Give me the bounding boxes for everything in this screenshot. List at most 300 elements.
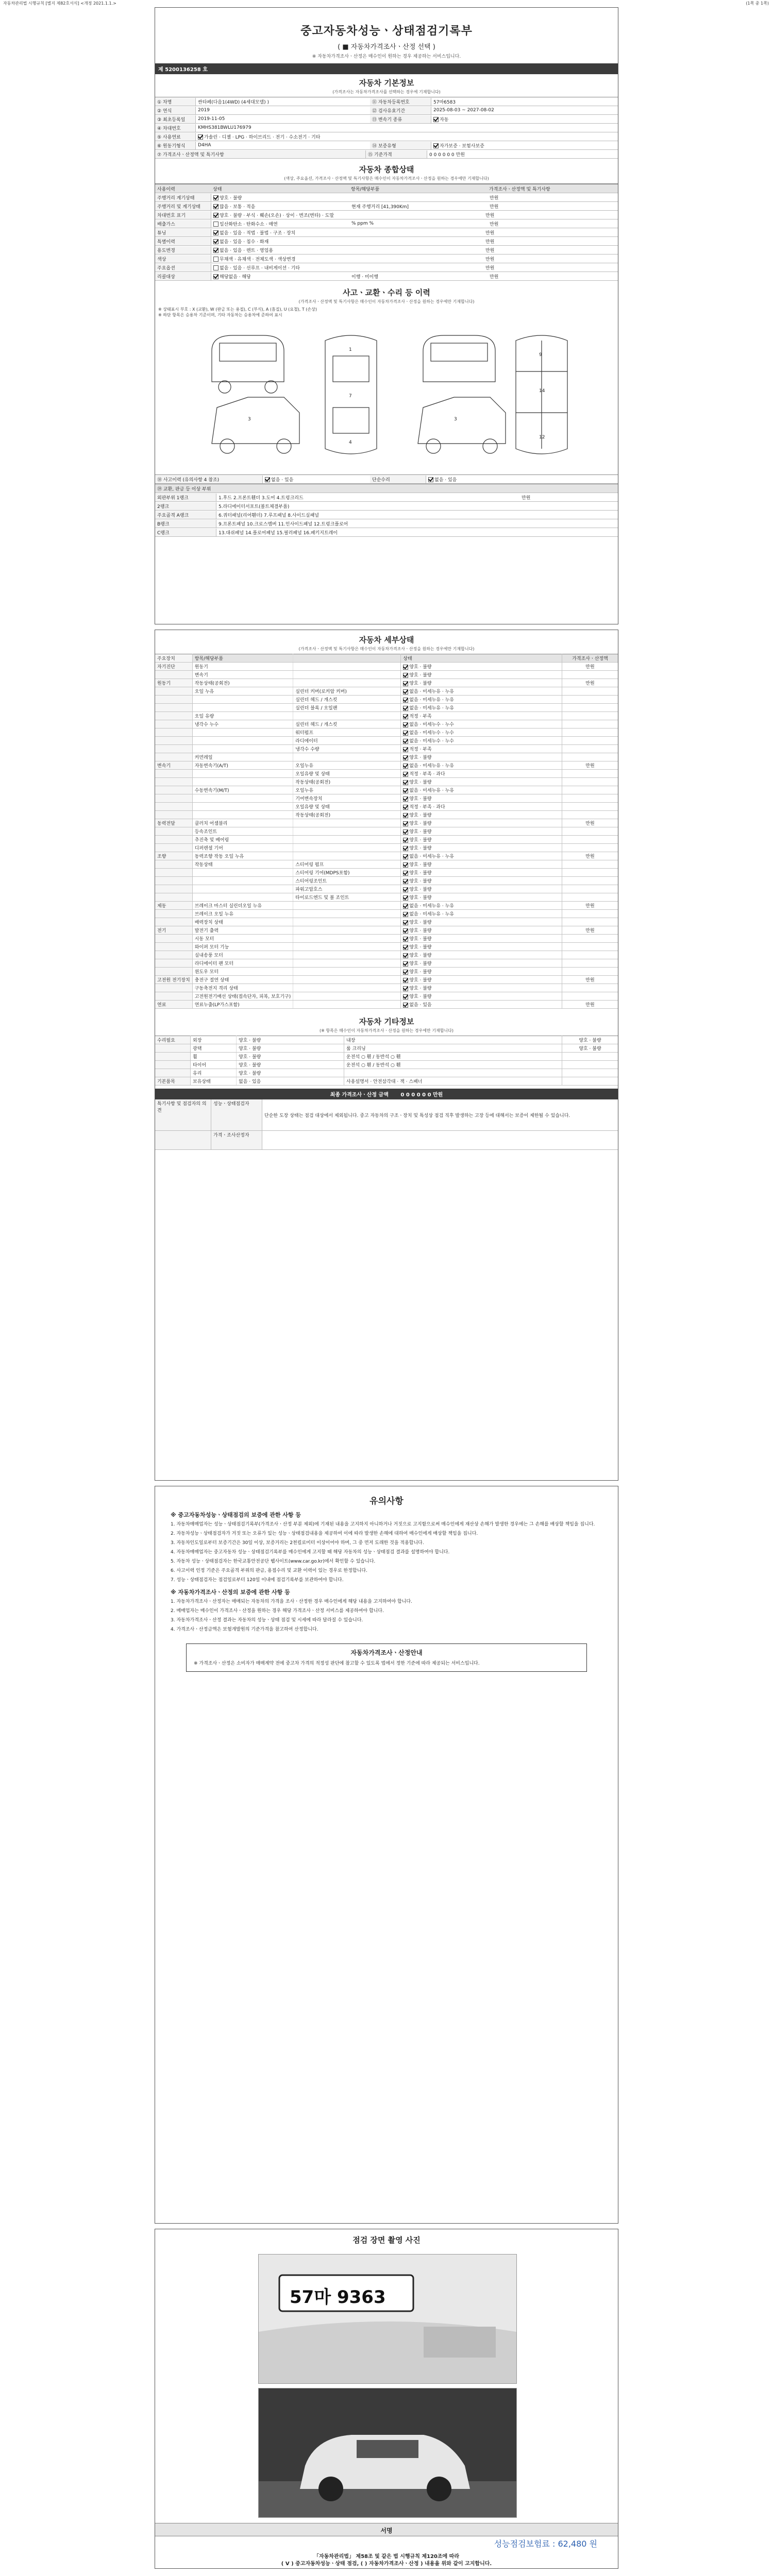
detail-device — [155, 687, 192, 696]
detail-item: 브레이크 오일 누유 — [192, 910, 293, 918]
checkbox-icon — [403, 904, 408, 909]
col-header: 주요장치 — [155, 654, 192, 663]
accident-legend: ※ 상태표시 부호 : X (교환), W (판금 또는 용접), C (부식), A (흠집), U (요철), T (손상) — [158, 307, 317, 312]
col-header: 가격조사ㆍ산정액 — [562, 654, 618, 663]
remark-sub: 성능ㆍ상태점검자 — [211, 1099, 262, 1130]
notice-item: 4. 가격조사ㆍ산정금액은 보험개발원의 기준가격을 참고하여 산정합니다. — [171, 1627, 318, 1632]
overall-status: 없음 · 있음 · 침수 · 화재 — [211, 238, 483, 245]
detail-status: 적정 · 부족 — [401, 745, 562, 753]
overall-item: 차대번호 표기 — [155, 211, 211, 219]
detail-item — [192, 877, 293, 885]
other-status: 양호 · 불량 — [237, 1036, 344, 1044]
checkbox-icon — [403, 698, 408, 703]
doc-title: 중고자동차성능ㆍ상태점검기록부 — [300, 25, 473, 38]
detail-status: 양호 · 불량 — [401, 926, 562, 935]
rank-value: 9.프론트패널 10.크로스멤버 11.인사이드패널 12.트렁크플로어 — [219, 521, 348, 527]
checkbox-icon — [403, 961, 408, 967]
detail-status: 양호 · 불량 — [401, 671, 562, 679]
rank-price: 만원 — [522, 495, 531, 501]
detail-device — [155, 910, 192, 918]
overall-price: 만원 — [485, 213, 495, 218]
rank-value: 6.쿼터패널(리어휀더) 7.루프패널 8.사이드실패널 — [219, 513, 319, 518]
detail-status: 양호 · 불량 — [401, 877, 562, 885]
detail-row — [155, 935, 618, 943]
checkbox-icon — [213, 222, 219, 227]
checkbox-icon — [403, 862, 408, 868]
overall-item: 배출가스 — [155, 220, 211, 228]
basic-label: ⑦ 가격조사ㆍ산정액 및 특기사항 — [155, 150, 366, 158]
detail-part — [293, 1001, 401, 1009]
other-extra — [562, 1053, 618, 1061]
page-3 — [155, 1486, 618, 2224]
detail-item: 윈도우 모터 — [192, 968, 293, 976]
detail-item: 오일 누유 — [192, 687, 293, 696]
detail-status: 양호 · 불량 — [401, 893, 562, 902]
notice-item: 7. 성능ㆍ상태점검자는 점검일로부터 120일 이내에 점검기록부를 보관하여야 합니다. — [171, 1578, 344, 1583]
detail-row — [155, 926, 618, 935]
detail-status: 없음 · 미세누수 · 누수 — [401, 737, 562, 745]
other-detail: 룸 크리닝 — [344, 1044, 562, 1053]
basic-label: ⑫ 검사유효기간 — [370, 107, 431, 114]
detail-price — [562, 893, 618, 902]
other-row — [155, 1069, 618, 1077]
other-extra — [562, 1077, 618, 1086]
other-detail: 내장 — [344, 1036, 562, 1044]
remark-sub-2: 가격ㆍ조사산정자 — [211, 1131, 262, 1149]
photo-car-garage — [258, 2388, 517, 2518]
detail-status: 없음 · 미세누유 · 누유 — [401, 852, 562, 860]
detail-device: 연료 — [155, 1001, 192, 1009]
checkbox-icon — [403, 912, 408, 917]
detail-part: 워터펌프 — [293, 728, 401, 737]
detail-price — [562, 696, 618, 704]
checkbox-icon — [403, 722, 408, 727]
other-title: 자동차 기타정보 — [359, 1017, 414, 1026]
detail-device — [155, 778, 192, 786]
detail-device — [155, 860, 192, 869]
detail-status: 없음 · 미세누유 · 누유 — [401, 910, 562, 918]
detail-row — [155, 910, 618, 918]
checkbox-icon — [213, 230, 219, 235]
detail-row — [155, 671, 618, 679]
detail-part: 오일누유 — [293, 761, 401, 770]
detail-part — [293, 819, 401, 827]
detail-row — [155, 679, 618, 687]
accident-title: 사고ㆍ교환ㆍ수리 등 이력 — [343, 288, 430, 297]
detail-device — [155, 893, 192, 902]
detail-device — [155, 720, 192, 728]
notice-item: 2. 매매업자는 매수인이 가격조사ㆍ산정을 원하는 경우 해당 가격조사ㆍ산정 서비스를 제공하여야 합니다. — [171, 1608, 384, 1614]
rank-label: 2랭크 — [155, 502, 216, 510]
overall-status: 일산화탄소 · 탄화수소 · 매연 — [211, 220, 349, 228]
svg-text:4: 4 — [349, 440, 352, 445]
detail-part: 실린더 헤드 / 개스킷 — [293, 720, 401, 728]
detail-part — [293, 663, 401, 671]
notice-box — [186, 1643, 587, 1672]
detail-device — [155, 704, 192, 712]
overall-part: 현재 주행거리 [41,390Km] — [351, 204, 409, 210]
detail-part — [293, 943, 401, 951]
overall-part: 이행 · 미이행 — [351, 274, 379, 280]
detail-part: 라디에이터 — [293, 737, 401, 745]
checkbox-icon — [403, 986, 408, 991]
other-group — [155, 1053, 191, 1061]
simple-repair-label: 단순수리 — [370, 476, 426, 483]
checkbox-icon — [403, 887, 408, 892]
detail-row — [155, 1001, 618, 1009]
detail-price — [562, 704, 618, 712]
detail-device: 동력전달 — [155, 819, 192, 827]
photo-rear-plate — [258, 2254, 517, 2384]
detail-device — [155, 877, 192, 885]
detail-item — [192, 893, 293, 902]
detail-part: 파워고압호스 — [293, 885, 401, 893]
checkbox-icon — [403, 788, 408, 793]
detail-device: 전기 — [155, 926, 192, 935]
overall-price: 만원 — [490, 204, 499, 210]
other-group — [155, 1069, 191, 1077]
detail-price: 만원 — [562, 761, 618, 770]
detail-part — [293, 679, 401, 687]
detail-item: 자동변속기(A/T) — [192, 761, 293, 770]
overall-price: 만원 — [485, 248, 495, 253]
detail-item: 오일 유량 — [192, 712, 293, 720]
detail-row — [155, 687, 618, 696]
detail-price — [562, 737, 618, 745]
notice-sec1: ※ 중고자동차성능ㆍ상태점검의 보증에 관한 사항 등 — [171, 1512, 301, 1518]
detail-row — [155, 663, 618, 671]
basic-value: 0 0 0 0 0 0 만원 — [429, 152, 465, 158]
detail-part — [293, 984, 401, 992]
basic-value: 2019-11-05 — [198, 116, 225, 122]
detail-item: 동력조향 작동 오일 누유 — [192, 852, 293, 860]
detail-item: 등속조인트 — [192, 827, 293, 836]
basic-label — [370, 127, 374, 128]
detail-device — [155, 992, 192, 1001]
detail-title: 자동차 세부상태 — [359, 635, 414, 645]
other-status: 양호 · 불량 — [237, 1044, 344, 1053]
basic-value: 자동 — [431, 115, 450, 123]
detail-item — [192, 704, 293, 712]
basic-title: 자동차 기본정보 — [359, 78, 414, 88]
detail-row — [155, 943, 618, 951]
other-item: 타이어 — [191, 1061, 237, 1069]
checkbox-icon — [403, 953, 408, 958]
form-header — [0, 0, 773, 6]
overall-subtitle: (색상, 주요옵션, 가격조사ㆍ산정액 및 특기사항은 매수인이 자동차가격조사ㆍ산정을 원하는 경우에만 기재합니다) — [284, 176, 489, 181]
detail-price — [562, 803, 618, 811]
overall-price: 만원 — [485, 257, 495, 262]
other-detail: 사용설명서 · 안전삼각대 · 잭 · 스패너 — [344, 1077, 562, 1086]
remark-label: 특기사항 및 점검자의 의견 — [155, 1099, 211, 1130]
detail-item: 추진축 및 베어링 — [192, 836, 293, 844]
detail-row — [155, 968, 618, 976]
detail-part: 실린더 헤드 / 개스킷 — [293, 696, 401, 704]
basic-value: 자가보증 · 보험사보증 — [431, 142, 486, 149]
detail-price — [562, 984, 618, 992]
detail-row — [155, 770, 618, 778]
other-status: 양호 · 불량 — [237, 1053, 344, 1061]
detail-row — [155, 811, 618, 819]
detail-device: 제동 — [155, 902, 192, 910]
notice-sec2: ※ 자동차가격조사ㆍ산정의 보증에 관한 사항 등 — [171, 1589, 290, 1596]
col-header: 가격조사ㆍ산정액 및 특기사항 — [489, 187, 550, 192]
detail-device — [155, 745, 192, 753]
detail-row — [155, 877, 618, 885]
checkbox-icon — [213, 274, 219, 279]
detail-item: 고전원전기배선 상태(접속단자, 피복, 보호기구) — [192, 992, 293, 1001]
detail-price — [562, 753, 618, 761]
svg-text:9: 9 — [539, 352, 542, 358]
checkbox-icon — [428, 477, 433, 482]
col-header: 상태 — [401, 654, 562, 663]
detail-status: 양호 · 불량 — [401, 976, 562, 984]
basic-value: D4HA — [198, 143, 211, 148]
doc-note: ※ 자동차가격조사ㆍ산정은 매수인이 원하는 경우 제공하는 서비스입니다. — [312, 54, 461, 59]
detail-item: 브레이크 마스터 실린더오일 누유 — [192, 902, 293, 910]
overall-price: 만원 — [490, 195, 499, 201]
detail-device — [155, 786, 192, 794]
rank-label: 주요골격 A랭크 — [155, 511, 216, 519]
detail-row — [155, 720, 618, 728]
detail-price — [562, 877, 618, 885]
insurance-amount: 성능점검보험료 : 62,480 원 — [494, 2539, 597, 2549]
remark-row-2 — [155, 1131, 618, 1150]
checkbox-icon — [403, 764, 408, 769]
detail-price — [562, 786, 618, 794]
checkbox-icon — [403, 970, 408, 975]
notice-box-title: 자동차가격조사ㆍ산정안내 — [350, 1649, 423, 1656]
rank-label: C랭크 — [155, 529, 216, 536]
detail-price — [562, 770, 618, 778]
detail-device — [155, 737, 192, 745]
detail-status: 양호 · 불량 — [401, 943, 562, 951]
checkbox-icon — [403, 755, 408, 760]
notice-title: 유의사항 — [369, 1496, 404, 1506]
other-group: 기본품목 — [155, 1077, 191, 1086]
svg-text:3: 3 — [248, 417, 251, 422]
detail-row — [155, 959, 618, 968]
detail-part — [293, 844, 401, 852]
checkbox-icon — [213, 204, 219, 209]
detail-item: 연료누출(LP가스포함) — [192, 1001, 293, 1009]
checkbox-icon — [403, 920, 408, 925]
detail-item — [192, 745, 293, 753]
detail-status: 없음 · 미세누수 · 누수 — [401, 728, 562, 737]
detail-status: 양호 · 불량 — [401, 951, 562, 959]
doc-subtitle: ( ■ 자동차가격조사ㆍ산정 선택 ) — [338, 43, 435, 51]
page-4 — [155, 2229, 618, 2569]
rank-value: 13.대쉬패널 14.플로어패널 15.필러패널 16.패키지트레이 — [219, 530, 338, 536]
detail-device — [155, 803, 192, 811]
detail-part — [293, 976, 401, 984]
checkbox-icon — [403, 838, 408, 843]
detail-price — [562, 811, 618, 819]
detail-status: 양호 · 불량 — [401, 679, 562, 687]
detail-price — [562, 869, 618, 877]
basic-label: ⑮ 기준가격 — [366, 150, 427, 158]
checkbox-icon — [403, 665, 408, 670]
detail-price: 만원 — [562, 976, 618, 984]
law-line-1: 「자동차관리법」 제58조 및 같은 법 시행규칙 제120조에 따라 — [313, 2554, 460, 2560]
detail-row — [155, 778, 618, 786]
checkbox-icon — [213, 195, 219, 200]
detail-device — [155, 696, 192, 704]
detail-status: 없음 · 있음 — [401, 1001, 562, 1009]
detail-device — [155, 770, 192, 778]
detail-row — [155, 918, 618, 926]
detail-status: 양호 · 불량 — [401, 935, 562, 943]
checkbox-icon — [403, 846, 408, 851]
detail-item — [192, 737, 293, 745]
detail-item — [192, 770, 293, 778]
basic-subtitle: (가격조사는 자동차가격조사를 선택하는 경우에 기재합니다) — [332, 90, 441, 94]
detail-item: 작동상태(공회전) — [192, 679, 293, 687]
detail-row — [155, 852, 618, 860]
detail-part — [293, 836, 401, 844]
other-row — [155, 1053, 618, 1061]
detail-device — [155, 728, 192, 737]
accident-subtitle: (가격조사ㆍ산정액 및 특기사항은 매수인이 자동차가격조사ㆍ산정을 원하는 경우에만 기재합니다) — [298, 299, 475, 304]
detail-device — [155, 968, 192, 976]
detail-price — [562, 844, 618, 852]
overall-title: 자동차 종합상태 — [359, 165, 414, 174]
other-row — [155, 1061, 618, 1069]
other-status: 양호 · 불량 — [237, 1069, 344, 1077]
accident-history-value: 없음 · 있음 — [263, 476, 370, 483]
detail-item — [192, 869, 293, 877]
detail-item: 발전기 출력 — [192, 926, 293, 935]
detail-price — [562, 910, 618, 918]
detail-price — [562, 860, 618, 869]
detail-price: 만원 — [562, 663, 618, 671]
detail-part — [293, 992, 401, 1001]
other-row — [155, 1077, 618, 1086]
rank-label: 외판부위 1랭크 — [155, 494, 216, 501]
signature-title: 서명 — [380, 2527, 393, 2534]
detail-item — [192, 811, 293, 819]
detail-row — [155, 712, 618, 720]
notice-box-text: ※ 가격조사ㆍ산정은 소비자가 매매계약 전에 중고차 가격의 적정성 판단에 참고할 수 있도록 법에서 정한 기준에 따라 제공되는 서비스입니다. — [194, 1661, 480, 1666]
other-detail: 운전석 ○ 휀 / 동반석 ○ 휀 — [344, 1061, 562, 1069]
detail-price — [562, 794, 618, 803]
overall-status: 많음 · 보통 · 적음 — [211, 202, 349, 210]
plate-number: 57마 9363 — [290, 2287, 386, 2308]
detail-part: 오일누유 — [293, 786, 401, 794]
overall-item: 용도변경 — [155, 246, 211, 254]
notice-item: 3. 자동차가격조사ㆍ산정 결과는 자동차의 성능ㆍ상태 점검 및 시세에 따라 달라질 수 있습니다. — [171, 1618, 363, 1623]
detail-status: 없음 · 미세누유 · 누유 — [401, 704, 562, 712]
detail-status: 양호 · 불량 — [401, 794, 562, 803]
detail-row — [155, 819, 618, 827]
other-row — [155, 1044, 618, 1053]
checkbox-icon — [403, 731, 408, 736]
detail-item: 수동변속기(M/T) — [192, 786, 293, 794]
detail-item: 변속기 — [192, 671, 293, 679]
detail-subtitle: (가격조사ㆍ산정액 및 특기사항은 매수인이 자동차가격조사ㆍ산정을 원하는 경우에만 기재합니다) — [298, 647, 475, 651]
detail-status: 양호 · 불량 — [401, 836, 562, 844]
rank-label: B랭크 — [155, 520, 216, 528]
detail-row — [155, 992, 618, 1001]
detail-part: 실린더 블록 / 오일팬 — [293, 704, 401, 712]
detail-item: 디퍼렌셜 기어 — [192, 844, 293, 852]
checkbox-icon — [403, 945, 408, 950]
svg-text:3: 3 — [454, 417, 457, 422]
detail-price — [562, 968, 618, 976]
car-garage-image — [259, 2388, 516, 2517]
detail-item — [192, 794, 293, 803]
checkbox-icon — [213, 265, 219, 270]
detail-part — [293, 910, 401, 918]
detail-device: 조향 — [155, 852, 192, 860]
overall-item: 리콜대상 — [155, 273, 211, 280]
detail-part — [293, 968, 401, 976]
car-rear-image — [259, 2255, 516, 2383]
checkbox-icon — [403, 772, 408, 777]
detail-part: 작동상태(공회전) — [293, 811, 401, 819]
detail-status: 적정 · 부족 — [401, 712, 562, 720]
checkbox-icon — [403, 821, 408, 826]
basic-label: ⑬ 변속기 종류 — [370, 115, 431, 123]
checkbox-icon — [403, 879, 408, 884]
detail-item: 클러치 어셈블리 — [192, 819, 293, 827]
signature-band — [155, 2523, 618, 2536]
checkbox-icon — [198, 134, 203, 140]
remark-row — [155, 1099, 618, 1131]
detail-item — [192, 728, 293, 737]
overall-item: 주행거리 계기상태 — [155, 194, 211, 201]
detail-price: 만원 — [562, 902, 618, 910]
col-header: 항목/해당부품 — [351, 187, 380, 192]
detail-part — [293, 753, 401, 761]
other-group: 수리필요 — [155, 1036, 191, 1044]
svg-text:12: 12 — [539, 435, 545, 440]
detail-part: 스티어링 펌프 — [293, 860, 401, 869]
detail-price — [562, 992, 618, 1001]
detail-item: 커먼레일 — [192, 753, 293, 761]
detail-price — [562, 836, 618, 844]
detail-price — [562, 745, 618, 753]
form-page-count: (1쪽 중 1쪽) — [746, 1, 769, 6]
detail-part: 기어변속장치 — [293, 794, 401, 803]
notice-item: 1. 자동차매매업자는 성능ㆍ상태점검기록부(가격조사ㆍ산정 부분 제외)에 기재된 내용을 고지하지 아니하거나 거짓으로 고지함으로써 매수인에게 재산상 손해가 발생한 경우에는 그 손해를 배상할 책임을 집니다. — [171, 1522, 595, 1527]
detail-part: 실린더 커버(로커암 커버) — [293, 687, 401, 696]
other-item: 외장 — [191, 1036, 237, 1044]
overall-table — [155, 183, 618, 281]
detail-device: 변속기 — [155, 761, 192, 770]
notice-item: 5. 자동차 성능ㆍ상태점검자는 한국교통안전공단 웹사이트(www.car.go.kr)에서 확인할 수 있습니다. — [171, 1559, 376, 1564]
detail-device — [155, 869, 192, 877]
checkbox-icon — [265, 477, 270, 482]
detail-device — [155, 836, 192, 844]
basic-label: ③ 최초등록일 — [155, 115, 196, 123]
detail-device — [155, 918, 192, 926]
overall-status: 양호 · 불량 — [211, 194, 349, 201]
detail-row — [155, 737, 618, 745]
checkbox-icon — [403, 714, 408, 719]
overall-price: 만원 — [485, 230, 495, 236]
detail-row — [155, 761, 618, 770]
detail-row — [155, 836, 618, 844]
detail-status: 양호 · 불량 — [401, 827, 562, 836]
basic-value: 2019 — [198, 108, 210, 113]
detail-item: 시동 모터 — [192, 935, 293, 943]
overall-price: 만원 — [490, 274, 499, 280]
detail-part — [293, 827, 401, 836]
checkbox-icon — [213, 248, 219, 253]
remark-empty — [155, 1131, 211, 1149]
accident-legend-2: ※ 하단 항목은 승용차 기준이며, 기타 자동차는 승용차에 준하여 표시 — [158, 313, 282, 317]
